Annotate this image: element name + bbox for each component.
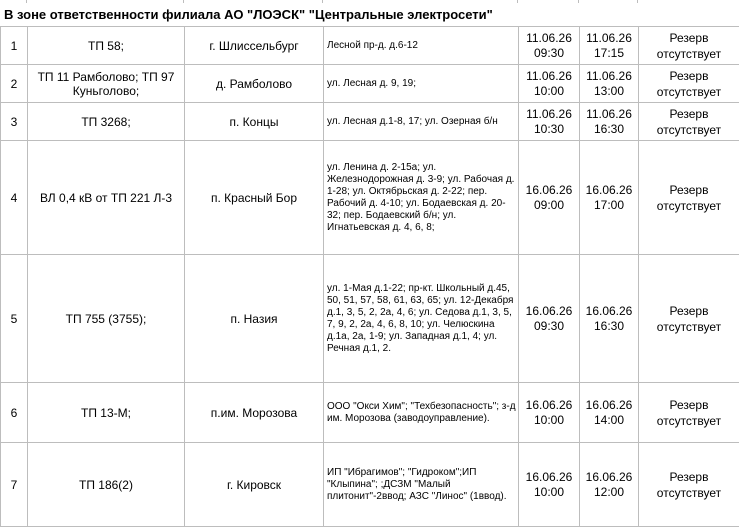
address-cell: ООО "Окси Хим"; "Техбезопасность"; з-д им. Морозова (заводоуправление). [324,383,519,443]
address-cell: ул. Лесная д.1-8, 17; ул. Озерная б/н [324,103,519,141]
substation-cell: ТП 11 Рамболово; ТП 97 Куньголово; [28,65,185,103]
status-line-1: Резерв [669,182,709,197]
end-datetime-cell [580,65,639,103]
outage-table [0,26,739,527]
status-line-1: Резерв [669,469,709,484]
start-datetime-cell [519,65,580,103]
end-datetime-cell [580,27,639,65]
start-date: 11.06.26 [526,106,572,121]
reserve-status-cell [639,255,739,383]
table-row-5 [1,255,739,383]
status-line-1: Резерв [669,303,709,318]
reserve-status-cell [639,27,739,65]
start-time: 10:30 [533,121,565,136]
locality-cell: г. Кировск [185,443,324,527]
address-cell: ул. Лесная д. 9, 19; [324,65,519,103]
start-date: 11.06.26 [526,68,572,83]
start-datetime-cell [519,27,580,65]
row-number: 6 [1,383,28,443]
status-line-1: Резерв [669,397,709,412]
start-time: 09:30 [533,318,565,333]
table-row-4 [1,141,739,255]
end-date: 16.06.26 [585,303,633,318]
start-datetime-cell [519,443,580,527]
start-datetime-cell [519,103,580,141]
locality-cell: д. Рамболово [185,65,324,103]
start-datetime-cell [519,255,580,383]
address-cell: ул. Ленина д. 2-15а; ул. Железнодорожная д. 3-9; ул. Рабочая д. 1-28; ул. Октябрьская д. 2-22; пер. Рабочий д. 4-10; ул. Бодаевская д. 20-32; пер. Бодаевский б/н; ул. Игнатьевская д. 4, 6, 8; [324,141,519,255]
end-time: 16:30 [593,121,625,136]
start-time: 09:00 [533,197,565,212]
substation-cell: ТП 3268; [28,103,185,141]
start-time: 10:00 [533,484,565,499]
locality-cell: п. Концы [185,103,324,141]
end-datetime-cell [580,141,639,255]
status-line-2: отсутствует [656,198,722,213]
previous-table-edge [0,0,739,3]
start-time: 10:00 [533,83,565,98]
start-date: 16.06.26 [525,469,573,484]
end-datetime-cell [580,443,639,527]
start-date: 16.06.26 [525,303,573,318]
row-number: 7 [1,443,28,527]
table-row-6 [1,383,739,443]
locality-cell: п. Назия [185,255,324,383]
end-time: 14:00 [593,412,625,427]
substation-cell: ТП 186(2) [28,443,185,527]
status-line-1: Резерв [669,68,709,83]
reserve-status-cell [639,141,739,255]
address-cell: ул. 1-Мая д.1-22; пр-кт. Школьный д.45, 50, 51, 57, 58, 61, 63, 65; ул. 12-Декабря д.1, 3, 5, 2, 2а, 4, 6; ул. Седова д.1, 3, 5, 7, 9, 2, 2а, 4, 6, 8, 10; ул. Челюскина д.1а, 2а, 1-9; ул. Западная д.1, 4; ул. Речная д.1, 2. [324,255,519,383]
row-number: 3 [1,103,28,141]
status-line-2: отсутствует [656,84,722,99]
reserve-status-cell [639,103,739,141]
row-number: 4 [1,141,28,255]
reserve-status-cell [639,65,739,103]
locality-cell: п.им. Морозова [185,383,324,443]
start-date: 11.06.26 [526,30,572,45]
start-datetime-cell [519,383,580,443]
end-time: 17:00 [593,197,625,212]
substation-cell: ТП 13-М; [28,383,185,443]
start-date: 16.06.26 [525,397,573,412]
substation-cell: ВЛ 0,4 кВ от ТП 221 Л-3 [28,141,185,255]
end-date: 16.06.26 [585,469,633,484]
table-row-3 [1,103,739,141]
status-line-2: отсутствует [656,413,722,428]
start-time: 10:00 [533,412,565,427]
end-time: 17:15 [593,45,625,60]
end-datetime-cell [580,383,639,443]
table-row-2 [1,65,739,103]
table-row-1 [1,27,739,65]
status-line-1: Резерв [669,106,709,121]
end-date: 11.06.26 [586,106,632,121]
address-cell: ИП "Ибрагимов"; "Гидроком";ИП "Клыпина"; ;ДСЗМ "Малый плитонит"-2ввод; АЗС "Линос" (1ввод). [324,443,519,527]
end-date: 16.06.26 [585,397,633,412]
end-datetime-cell [580,255,639,383]
section-header: В зоне ответственности филиала АО "ЛОЭСК" "Центральные электросети" [4,7,493,22]
row-number: 5 [1,255,28,383]
table-row-7 [1,443,739,527]
status-line-2: отсутствует [656,319,722,334]
reserve-status-cell [639,383,739,443]
status-line-2: отсутствует [656,485,722,500]
substation-cell: ТП 58; [28,27,185,65]
address-cell: Лесной пр-д. д.6-12 [324,27,519,65]
row-number: 2 [1,65,28,103]
reserve-status-cell [639,443,739,527]
end-time: 13:00 [593,83,625,98]
start-time: 09:30 [533,45,565,60]
end-time: 12:00 [593,484,625,499]
locality-cell: п. Красный Бор [185,141,324,255]
end-date: 16.06.26 [585,182,633,197]
start-datetime-cell [519,141,580,255]
end-time: 16:30 [593,318,625,333]
status-line-2: отсутствует [656,46,722,61]
locality-cell: г. Шлиссельбург [185,27,324,65]
substation-cell: ТП 755 (3755); [28,255,185,383]
status-line-2: отсутствует [656,122,722,137]
status-line-1: Резерв [669,30,709,45]
outage-rows [1,27,739,527]
end-datetime-cell [580,103,639,141]
end-date: 11.06.26 [586,68,632,83]
row-number: 1 [1,27,28,65]
start-date: 16.06.26 [525,182,573,197]
end-date: 11.06.26 [586,30,632,45]
